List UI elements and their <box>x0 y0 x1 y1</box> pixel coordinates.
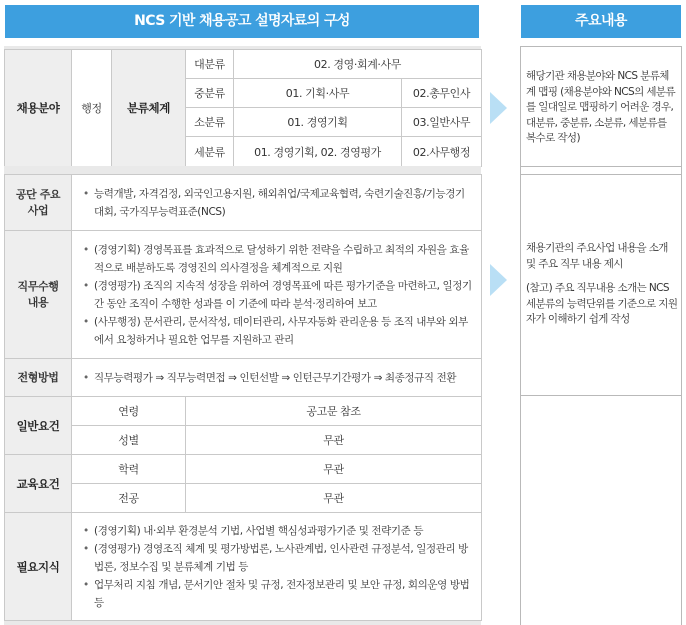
category-label: 분류체계 <box>112 50 186 167</box>
reference-note: (참고) 주요 직무내용 소개는 NCS 세분류의 능력단위를 기준으로 지원자가 이해하기 쉽게 작성 <box>526 282 678 325</box>
org-label: 공단 주요사업 <box>5 175 72 231</box>
duty-item: • (경영기획) 경영목표를 효과적으로 달성하기 위한 전략을 수립하고 최적의 자원을 효율적으로 배분하도록 경영진의 의사결정을 체계적으로 지원 <box>82 241 473 277</box>
field-label: 채용분야 <box>5 50 72 167</box>
req-value: 무관 <box>186 426 482 455</box>
category-value: 01. 경영기획 <box>234 108 402 137</box>
business-description: 채용기관의 주요사업 내용을 소개 및 주요 직무 내용 제시 <box>526 242 668 270</box>
level-label: 소분류 <box>186 108 234 137</box>
req-value: 무관 <box>186 484 482 513</box>
duty-item: • (경영평가) 조직의 지속적 성장을 위하여 경영목표에 따른 평가기준을 마련하고, 일정기간 동안 조직이 수행한 성과를 이 기준에 따라 분석·정리하여 보고 <box>82 277 473 313</box>
mapping-description: 해당기관 채용분야와 NCS 분류체계 맵핑 (채용분야와 NCS의 세분류를 일대일로 맵핑하기 어려운 경우, 대분류, 중분류, 소분류, 세분류를 복수로 작성) <box>526 70 676 144</box>
category-value: 02.사무행정 <box>402 137 482 167</box>
knowledge-label: 필요지식 <box>5 513 72 621</box>
level-label: 세분류 <box>186 137 234 167</box>
category-value: 03.일반사무 <box>402 108 482 137</box>
req-value: 공고문 참조 <box>186 397 482 426</box>
category-value: 02.총무인사 <box>402 79 482 108</box>
req-value: 무관 <box>186 455 482 484</box>
level-label: 대분류 <box>186 50 234 79</box>
arrow-right-icon <box>490 264 507 296</box>
job-info-table <box>4 174 482 621</box>
knowledge-item: • (경영평가) 경영조직 체계 및 평가방법론, 노사관계법, 인사관련 규정분석, 일정관리 방법론, 정보수집 및 분류체계 기법 등 <box>82 540 473 576</box>
field-value: 행정 <box>72 50 112 167</box>
process-label: 전형방법 <box>5 359 72 397</box>
req-key: 연령 <box>72 397 186 426</box>
classification-table <box>4 49 482 167</box>
process-item: • 직무능력평가 ⇒ 직무능력면접 ⇒ 인턴선발 ⇒ 인턴근무기간평가 ⇒ 최종정규직 전환 <box>82 369 473 387</box>
knowledge-item: • 업무처리 지침 개념, 문서기안 절차 및 규정, 전자정보관리 및 보안 규정, 회의운영 방법 등 <box>82 576 473 612</box>
main-content-title: 주요내용 <box>521 5 681 38</box>
arrow-right-icon <box>490 92 507 124</box>
req-key: 학력 <box>72 455 186 484</box>
divider <box>520 395 682 396</box>
category-value: 01. 경영기획, 02. 경영평가 <box>234 137 402 167</box>
category-value: 01. 기획·사무 <box>234 79 402 108</box>
general-label: 일반요건 <box>5 397 72 455</box>
duty-label: 직무수행 내용 <box>5 231 72 359</box>
req-key: 전공 <box>72 484 186 513</box>
composition-title: NCS 기반 채용공고 설명자료의 구성 <box>5 5 479 38</box>
section-gap <box>4 166 481 174</box>
divider <box>520 174 682 175</box>
req-key: 성별 <box>72 426 186 455</box>
category-value: 02. 경영·회계·사무 <box>234 50 482 79</box>
knowledge-item: • (경영기획) 내·외부 환경분석 기법, 사업별 핵심성과평가기준 및 전략기준 등 <box>82 522 473 540</box>
level-label: 중분류 <box>186 79 234 108</box>
edu-label: 교육요건 <box>5 455 72 513</box>
org-item: • 능력개발, 자격검정, 외국인고용지원, 해외취업/국제교육협력, 숙련기술진흥/기능경기대회, 국가직무능력표준(NCS) <box>82 185 473 221</box>
divider <box>520 166 682 167</box>
duty-item: • (사무행정) 문서관리, 문서작성, 데이터관리, 사무자동화 관리운용 등 조직 내부와 외부에서 요청하거나 필요한 업무를 지원하고 관리 <box>82 313 473 349</box>
